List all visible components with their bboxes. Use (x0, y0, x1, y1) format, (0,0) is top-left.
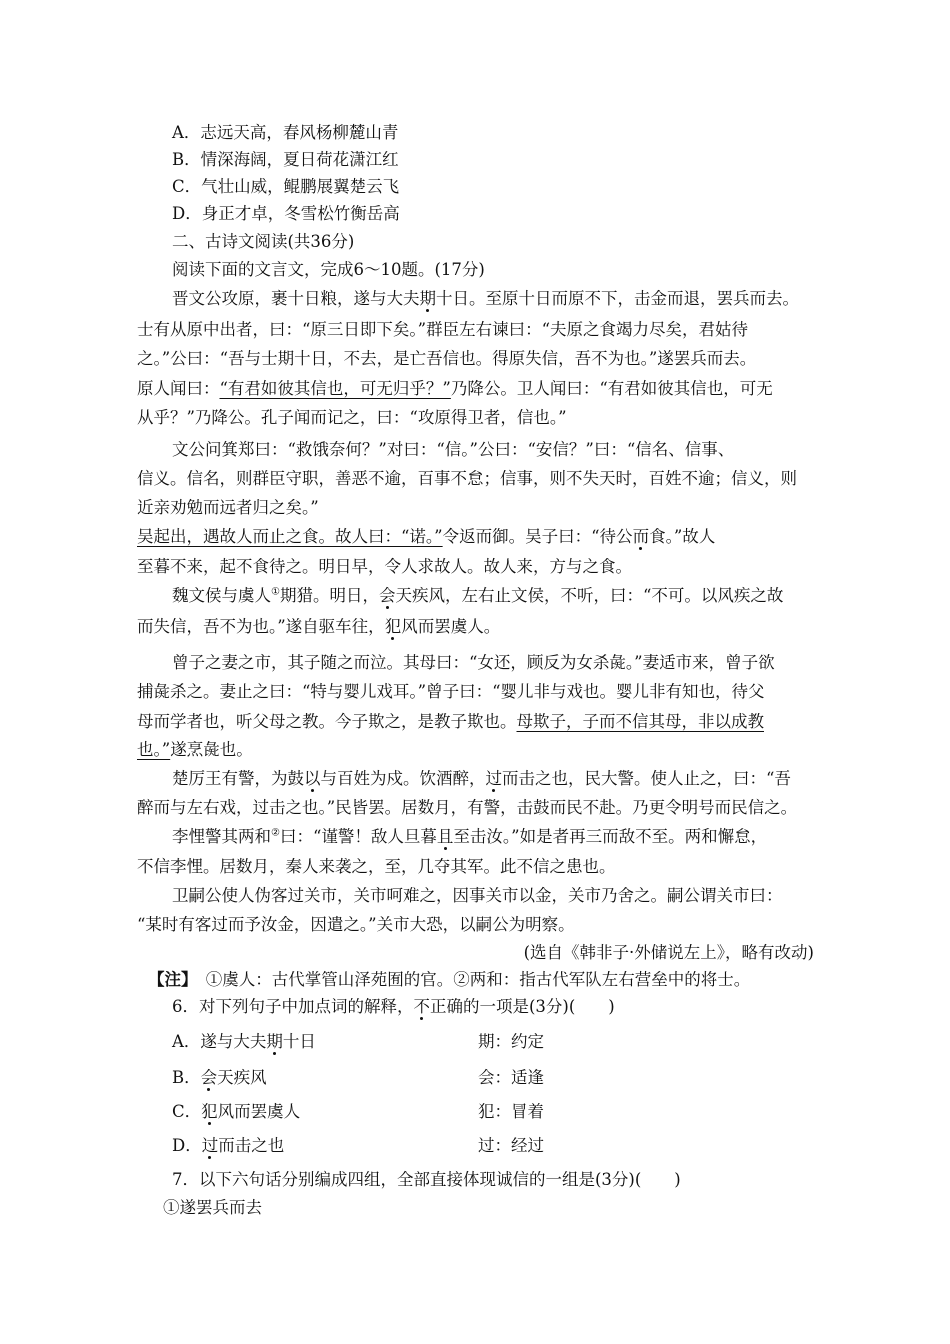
q6-option-a (172, 1030, 316, 1054)
option-text: 而击之也 (218, 1136, 285, 1155)
passage-line: 卫嗣公使人伪客过关市，关市呵难之，因事关市以金，关市乃舍之。嗣公谓关市曰： (172, 886, 783, 905)
passage-line (172, 287, 799, 311)
underlined-sentence: 也。” (137, 740, 171, 759)
question-6-stem (172, 995, 615, 1019)
passage-line (172, 825, 767, 849)
passage-line: 士有从原中出者，曰：“原三日即下矣。”群臣左右谏曰：“夫原之食竭力尽矣，君姑待 (137, 320, 749, 339)
question-text: 6．对下列句子中加点词的解释， (172, 997, 414, 1016)
passage-text: 十日。至原十日而原不下，击金而退，罢兵而去。 (436, 289, 799, 308)
passage-text: 晋文公攻原，裹十日粮，遂与大夫 (172, 289, 420, 308)
passage-text: 令返而御。吴子曰：“待公 (442, 527, 633, 546)
dotted-word: 而 (632, 527, 650, 546)
option-text: 十日 (282, 1032, 316, 1051)
passage-line: 从乎？”乃降公。孔子闻而记之，曰：“攻原得卫者，信也。” (137, 408, 567, 427)
section-heading: 二、古诗文阅读(共36分) (172, 232, 355, 251)
q5-option-d: D．身正才卓，冬雪松竹衡岳高 (172, 204, 400, 223)
dotted-word: 不 (413, 997, 430, 1016)
option-text: C． (172, 1102, 202, 1121)
q6-option-b (172, 1066, 267, 1090)
passage-text: 李悝警其两和 (172, 827, 271, 846)
underlined-sentence: 母欺子，子而不信其母，非以成教 (516, 712, 764, 731)
passage-text: 魏文侯与虞人 (172, 586, 271, 605)
passage-line (172, 584, 783, 608)
q5-option-a: A．志远天高，春风杨柳麓山青 (172, 123, 399, 142)
passage-line: “某时有客过而予汝金，因遣之。”关市大恐，以嗣公为明察。 (137, 915, 575, 934)
passage-line: 信义。信名，则群臣守职，善恶不逾，百事不怠；信事，则不失天时，百姓不逾；信义，则 (137, 469, 797, 488)
dotted-word: 过 (201, 1136, 219, 1155)
passage-text: 食。”故人 (649, 527, 716, 546)
passage-text: 天疾风，左右止文侯，不听，曰：“不可。以风疾之故 (395, 586, 784, 605)
option-text: B． (172, 1068, 201, 1087)
passage-text: 遂烹彘也。 (170, 740, 253, 759)
passage-line (137, 377, 773, 401)
note-text: ①虞人：古代掌管山泽苑囿的官。②两和：指古代军队左右营垒中的将士。 (205, 970, 751, 989)
passage-text: 原人闻曰： (137, 379, 220, 398)
passage-text: 风而罢虞人。 (401, 617, 501, 636)
dotted-word: 会 (200, 1068, 218, 1087)
passage-line: 醉而与左右戏，过击之也。”民皆罢。居数月，有警，击鼓而民不赴。乃更令明号而民信之。 (137, 798, 798, 817)
underlined-sentence: “有君如彼其信也，可无归乎？” (219, 379, 451, 398)
dotted-word: 会 (378, 586, 396, 605)
passage-line: 近亲劝勉而远者归之矣。” (137, 498, 319, 517)
passage-line: 曾子之妻之市，其子随之而泣。其母曰：“女还，顾反为女杀彘。”妻适市来，曾子欲 (172, 653, 775, 672)
underlined-sentence: 吴起出，遇故人而止之食。故人曰：“诺。” (137, 527, 443, 546)
passage-line: 不信李悝。居数月，秦人来袭之，至，几夺其军。此不信之患也。 (137, 857, 616, 876)
dotted-word: 犯 (384, 617, 402, 636)
q6-gloss-c: 犯：冒着 (478, 1102, 544, 1121)
passage-text: 楚厉王有警，为鼓 (172, 769, 304, 788)
option-text: A．遂与大夫 (172, 1032, 267, 1051)
option-text: 风而罢虞人 (217, 1102, 301, 1121)
passage-line (137, 710, 764, 734)
q6-option-d (172, 1134, 284, 1158)
passage-text: 至击汝。”如是者再三而敌不至。两和懈怠， (453, 827, 768, 846)
passage-text: 母而学者也，听父母之教。今子欺之，是教子欺也。 (137, 712, 517, 731)
option-text: 天疾风 (217, 1068, 267, 1087)
passage-text: 曰：“谨警！敌人旦暮 (279, 827, 437, 846)
q6-gloss-a: 期：约定 (478, 1032, 544, 1051)
passage-line (137, 525, 715, 549)
passage-text: 期猎。明日， (279, 586, 379, 605)
source-citation: (选自《韩非子·外储说左上》，略有改动) (523, 943, 814, 962)
passage-text: 而失信，吾不为也。”遂自驱车往， (137, 617, 385, 636)
note-label: 【注】 (148, 970, 190, 989)
option-text: D． (172, 1136, 202, 1155)
reading-instruction: 阅读下面的文言文，完成6～10题。(17分) (172, 260, 485, 279)
question-text: 正确的一项是(3分)( ) (430, 997, 615, 1016)
q6-option-c (172, 1100, 300, 1124)
passage-text: 而击之也，民大警。使人止之，曰：“吾 (502, 769, 791, 788)
passage-line: 文公问箕郑曰：“救饿奈何？”对曰：“信。”公曰：“安信？”曰：“信名、信事、 (172, 440, 735, 459)
footnote-marker: ① (271, 586, 280, 598)
question-7-item: ①遂罢兵而去 (163, 1198, 262, 1217)
passage-line (137, 615, 500, 639)
dotted-word: 过 (485, 769, 502, 788)
passage-line: 至暮不来，起不食待之。明日早，令人求故人。故人来，方与之食。 (137, 557, 632, 576)
passage-line: 之。”公曰：“吾与士期十日，不去，是亡吾信也。得原失信，吾不为也。”遂罢兵而去。 (137, 349, 757, 368)
footnote-marker: ② (271, 827, 280, 839)
dotted-word: 期 (419, 289, 436, 308)
dotted-word: 以 (304, 769, 321, 788)
annotation-note (148, 968, 750, 992)
q6-gloss-b: 会：适逢 (478, 1068, 544, 1087)
passage-line (172, 767, 791, 791)
question-7-stem: 7．以下六句话分别编成四组，全部直接体现诚信的一组是(3分)( ) (172, 1170, 681, 1189)
dotted-word: 期 (266, 1032, 283, 1051)
passage-text: 乃降公。卫人闻曰：“有君如彼其信也，可无 (450, 379, 773, 398)
passage-line: 捕彘杀之。妻止之曰：“特与婴儿戏耳。”曾子曰：“婴儿非与戏也。婴儿非有知也，待父 (137, 682, 765, 701)
passage-line (137, 738, 253, 762)
passage-text: 与百姓为戍。饮酒醉， (320, 769, 486, 788)
q6-gloss-d: 过：经过 (478, 1136, 544, 1155)
q5-option-c: C．气壮山威，鲲鹏展翼楚云飞 (172, 177, 400, 196)
dotted-word: 犯 (201, 1102, 218, 1121)
q5-option-b: B．情深海阔，夏日荷花潇江红 (172, 150, 399, 169)
dotted-word: 且 (436, 827, 454, 846)
